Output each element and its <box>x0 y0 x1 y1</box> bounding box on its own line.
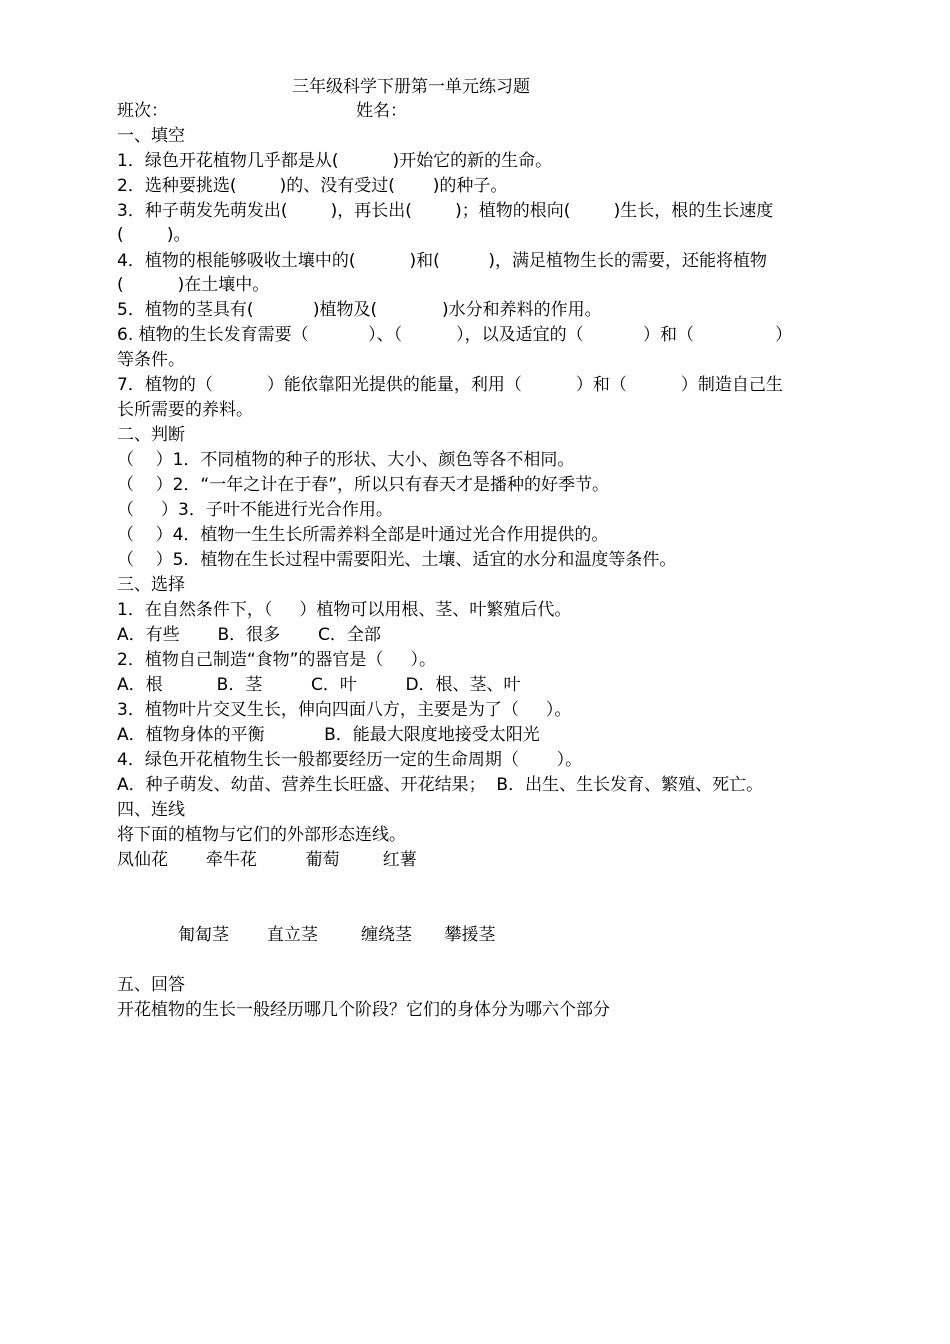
plant-names-row: 凤仙花 牵牛花 葡萄 红薯 <box>117 850 417 870</box>
choice-options: A．种子萌发、幼苗、营养生长旺盛、开花结果； B．出生、生长发育、繁殖、死亡。 <box>117 775 764 795</box>
fill-line: 7．植物的（ ）能依靠阳光提供的能量，利用（ ）和（ ）制造自己生 <box>117 375 783 395</box>
page-title: 三年级科学下册第一单元练习题 <box>292 77 530 97</box>
judge-line: （ ）5．植物在生长过程中需要阳光、土壤、适宜的水分和温度等条件。 <box>117 550 677 570</box>
choice-options: A．有些 B．很多 C．全部 <box>117 625 381 645</box>
judge-line: （ ）3．子叶不能进行光合作用。 <box>117 500 393 520</box>
fill-line: 长所需要的养料。 <box>117 400 253 420</box>
choice-options: A．植物身体的平衡 B．能最大限度地接受太阳光 <box>117 725 540 745</box>
judge-line: （ ）4．植物一生生长所需养料全部是叶通过光合作用提供的。 <box>117 525 609 545</box>
fill-line: 4．植物的根能够吸收土壤中的( )和( )，满足植物生长的需要，还能将植物 <box>117 251 768 271</box>
choice-line: 2．植物自己制造“食物”的器官是（ ）。 <box>117 650 436 670</box>
fill-line: 等条件。 <box>117 350 185 370</box>
answer-question: 开花植物的生长一般经历哪几个阶段？它们的身体分为哪六个部分 <box>117 1000 610 1020</box>
choice-options: A．根 B．茎 C．叶 D．根、茎、叶 <box>117 675 521 695</box>
match-instruction: 将下面的植物与它们的外部形态连线。 <box>117 825 406 845</box>
section-heading-answer: 五、回答 <box>117 975 185 995</box>
fill-line: 2．选种要挑选( )的、没有受过( )的种子。 <box>117 176 508 196</box>
section-heading-match: 四、连线 <box>117 800 185 820</box>
fill-line: 6. 植物的生长发育需要（ ）、（ ），以及适宜的（ ）和（ ） <box>117 325 793 345</box>
choice-line: 3．植物叶片交叉生长，伸向四面八方，主要是为了（ ）。 <box>117 700 572 720</box>
judge-line: （ ）2．“一年之计在于春”，所以只有春天才是播种的好季节。 <box>117 475 610 495</box>
choice-line: 4．绿色开花植物生长一般都要经历一定的生命周期（ ）。 <box>117 750 583 770</box>
fill-line: 1．绿色开花植物几乎都是从( )开始它的新的生命。 <box>117 151 553 171</box>
fill-line: 5．植物的茎具有( )植物及( )水分和养料的作用。 <box>117 300 602 320</box>
section-heading-judge: 二、判断 <box>117 425 185 445</box>
fill-line: ( )。 <box>117 225 191 245</box>
choice-line: 1．在自然条件下，（ ）植物可以用根、茎、叶繁殖后代。 <box>117 600 572 620</box>
fill-line: ( )在土壤中。 <box>117 275 270 295</box>
fill-line: 3．种子萌发先萌发出( )，再长出( )；植物的根向( )生长，根的生长速度 <box>117 201 774 221</box>
stem-types-row: 匍匐茎 直立茎 缠绕茎 攀援茎 <box>178 925 496 945</box>
section-heading-choice: 三、选择 <box>117 575 185 595</box>
class-label: 班次： <box>117 101 168 121</box>
name-label: 姓名： <box>356 101 407 121</box>
section-heading-fill: 一、填空 <box>117 126 185 146</box>
judge-line: （ ）1．不同植物的种子的形状、大小、颜色等各不相同。 <box>117 450 575 470</box>
